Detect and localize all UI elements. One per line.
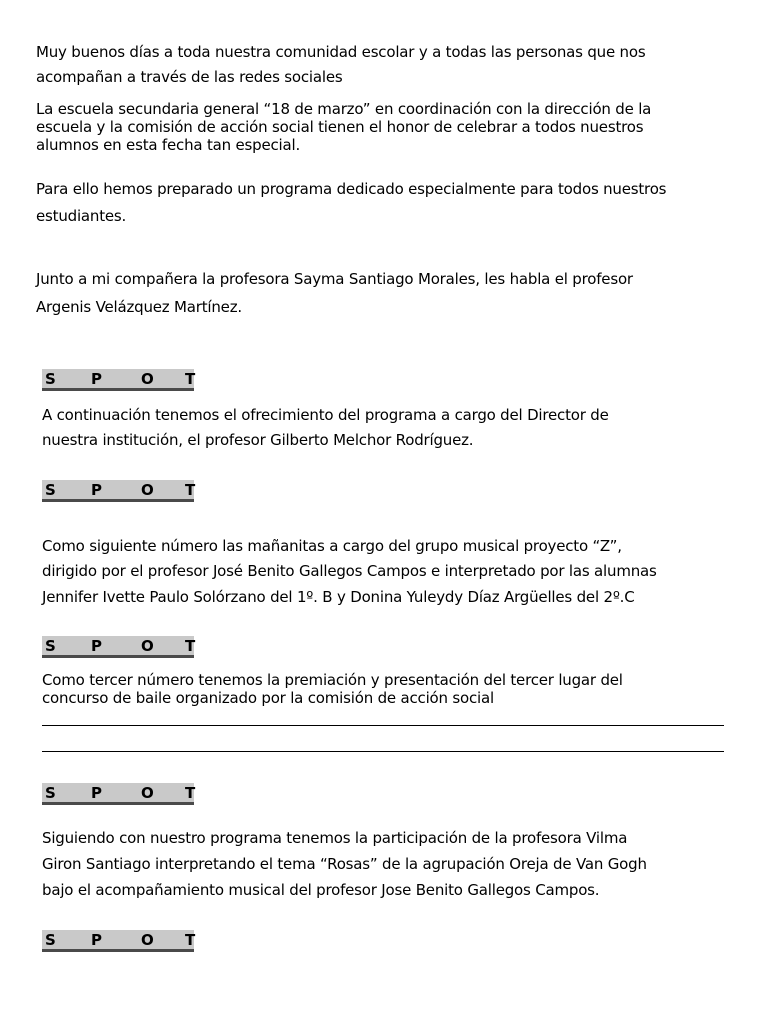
spot-letter: T bbox=[185, 481, 196, 499]
blank-line bbox=[42, 751, 724, 752]
spot-letter: S bbox=[45, 784, 56, 802]
spot-letter: T bbox=[185, 637, 196, 655]
text-line: Junto a mi compañera la profesora Sayma Santiago Morales, les habla el profesor bbox=[36, 270, 633, 288]
spot-letter: P bbox=[91, 784, 102, 802]
spot-letter: O bbox=[141, 784, 154, 802]
spot-letter: P bbox=[91, 481, 102, 499]
spot-marker bbox=[42, 369, 194, 391]
text-line: Argenis Velázquez Martínez. bbox=[36, 298, 242, 316]
text-line: Muy buenos días a toda nuestra comunidad escolar y a todas las personas que nos bbox=[36, 43, 646, 61]
text-line: alumnos en esta fecha tan especial. bbox=[36, 136, 301, 154]
spot-letter: S bbox=[45, 931, 56, 949]
spot-letter: O bbox=[141, 637, 154, 655]
spot-letter: P bbox=[91, 370, 102, 388]
spot-letter: S bbox=[45, 370, 56, 388]
spot-letter: O bbox=[141, 481, 154, 499]
text-line: concurso de baile organizado por la comisión de acción social bbox=[42, 689, 494, 707]
spot-marker bbox=[42, 480, 194, 502]
spot-letter: T bbox=[185, 784, 196, 802]
text-line: Jennifer Ivette Paulo Solórzano del 1º. B y Donina Yuleydy Díaz Argüelles del 2º.C bbox=[42, 588, 635, 606]
text-line: nuestra institución, el profesor Gilberto Melchor Rodríguez. bbox=[42, 431, 474, 449]
text-line: La escuela secundaria general “18 de marzo” en coordinación con la dirección de la bbox=[36, 100, 652, 118]
spot-letter: O bbox=[141, 931, 154, 949]
spot-marker bbox=[42, 636, 194, 658]
spot-letter: O bbox=[141, 370, 154, 388]
text-line: acompañan a través de las redes sociales bbox=[36, 68, 343, 86]
text-line: Siguiendo con nuestro programa tenemos la participación de la profesora Vilma bbox=[42, 829, 628, 847]
spot-letter: T bbox=[185, 931, 196, 949]
spot-letter: T bbox=[185, 370, 196, 388]
text-line: dirigido por el profesor José Benito Gallegos Campos e interpretado por las alumnas bbox=[42, 562, 657, 580]
spot-marker bbox=[42, 930, 194, 952]
text-line: Giron Santiago interpretando el tema “Rosas” de la agrupación Oreja de Van Gogh bbox=[42, 855, 647, 873]
text-line: Como tercer número tenemos la premiación y presentación del tercer lugar del bbox=[42, 671, 623, 689]
spot-letter: P bbox=[91, 931, 102, 949]
text-line: Como siguiente número las mañanitas a cargo del grupo musical proyecto “Z”, bbox=[42, 537, 622, 555]
spot-letter: S bbox=[45, 637, 56, 655]
spot-letter: P bbox=[91, 637, 102, 655]
text-line: A continuación tenemos el ofrecimiento del programa a cargo del Director de bbox=[42, 406, 609, 424]
spot-marker bbox=[42, 783, 194, 805]
text-line: bajo el acompañamiento musical del profesor Jose Benito Gallegos Campos. bbox=[42, 881, 600, 899]
text-line: estudiantes. bbox=[36, 207, 127, 225]
text-line: escuela y la comisión de acción social tienen el honor de celebrar a todos nuestros bbox=[36, 118, 644, 136]
spot-letter: S bbox=[45, 481, 56, 499]
text-line: Para ello hemos preparado un programa dedicado especialmente para todos nuestros bbox=[36, 180, 667, 198]
blank-line bbox=[42, 725, 724, 726]
